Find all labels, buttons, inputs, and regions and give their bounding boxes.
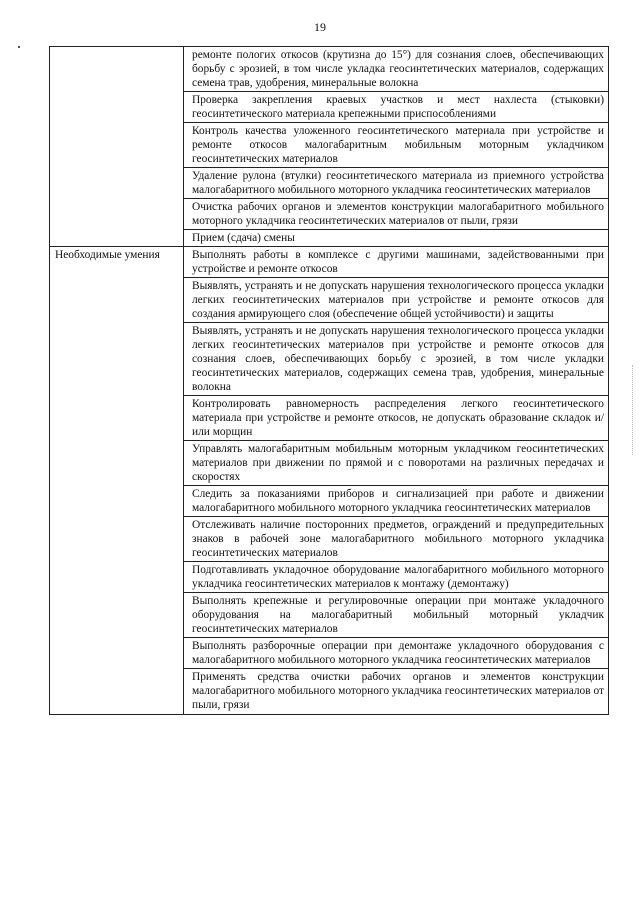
table-row	[50, 247, 609, 278]
table-row	[50, 199, 609, 230]
labor-action-text: ремонте пологих откосов (крутизна до 15°) для сознания слоев, обеспечивающих борьбу с эрозией, в том числе укладка геосинтетических материалов, содержащих семена трав, удобрения, минеральные волокна	[184, 47, 609, 92]
skill-text: Следить за показаниями приборов и сигнализацией при работе и движении малогабаритного мобильного моторного укладчика геосинтетических материалов	[184, 486, 609, 517]
labor-action-text: Удаление рулона (втулки) геосинтетического материала из приемного устройства малогабаритного мобильного моторного укладчика геосинтетических материалов	[184, 168, 609, 199]
skill-text: Выполнять разборочные операции при демонтаже укладочного оборудования с малогабаритного мобильного моторного укладчика геосинтетических материалов	[184, 638, 609, 669]
page-number: 19	[314, 20, 326, 34]
skill-text: Выполнять работы в комплексе с другими машинами, задействованными при устройстве и ремонте откосов	[184, 247, 609, 278]
empty-label-cell	[50, 47, 184, 92]
empty-label-cell	[50, 199, 184, 230]
empty-label-cell	[50, 230, 184, 247]
skill-text: Выполнять крепежные и регулировочные операции при монтаже укладочного оборудования на малогабаритный мобильный моторный укладчик геосинтетических материалов	[184, 593, 609, 638]
scan-edge-marks	[632, 365, 634, 455]
labor-action-text: Очистка рабочих органов и элементов конструкции малогабаритного мобильного моторного укладчика геосинтетических материалов от пыли, грязи	[184, 199, 609, 230]
skill-text: Выявлять, устранять и не допускать нарушения технологического процесса укладки легких геосинтетических материалов при устройстве и ремонте откосов для создания армирующего слоя (обеспечение общей устойчивости) и защиты	[184, 278, 609, 323]
skill-text: Применять средства очистки рабочих органов и элементов конструкции малогабаритного мобильного моторного укладчика геосинтетических материалов от пыли, грязи	[184, 669, 609, 715]
skill-text: Управлять малогабаритным мобильным моторным укладчиком геосинтетических материалов при движении по прямой и с поворотами на различных передачах и скоростях	[184, 441, 609, 486]
scan-mark	[18, 46, 20, 48]
empty-label-cell	[50, 123, 184, 168]
skill-text: Контролировать равномерность распределения легкого геосинтетического материала при устройстве и ремонте откосов, не допускать образование складок и/или морщин	[184, 396, 609, 441]
empty-label-cell	[50, 168, 184, 199]
table-row	[50, 168, 609, 199]
table-row	[50, 123, 609, 168]
labor-action-text: Контроль качества уложенного геосинтетического материала при устройстве и ремонте откосов малогабаритным мобильным моторным укладчиком геосинтетических материалов	[184, 123, 609, 168]
table-row	[50, 92, 609, 123]
skill-text: Отслеживать наличие посторонних предметов, ограждений и предупредительных знаков в рабочей зоне малогабаритного мобильного моторного укладчика геосинтетических материалов	[184, 517, 609, 562]
section-label: Необходимые умения	[50, 247, 184, 715]
competency-table	[49, 46, 609, 715]
table-row	[50, 230, 609, 247]
table-row	[50, 47, 609, 92]
empty-label-cell	[50, 92, 184, 123]
labor-action-text: Прием (сдача) смены	[184, 230, 609, 247]
labor-action-text: Проверка закрепления краевых участков и мест нахлеста (стыковки) геосинтетического материала крепежными приспособлениями	[184, 92, 609, 123]
skill-text: Подготавливать укладочное оборудование малогабаритного мобильного моторного укладчика геосинтетических материалов к монтажу (демонтажу)	[184, 562, 609, 593]
skill-text: Выявлять, устранять и не допускать нарушения технологического процесса укладки легких геосинтетических материалов при устройстве и ремонте откосов для сознания слоев, обеспечивающих борьбу с эрозией, в том числе укладки геосинтетических материалов, содержащих семена трав, удобрения, минеральные волокна	[184, 323, 609, 396]
